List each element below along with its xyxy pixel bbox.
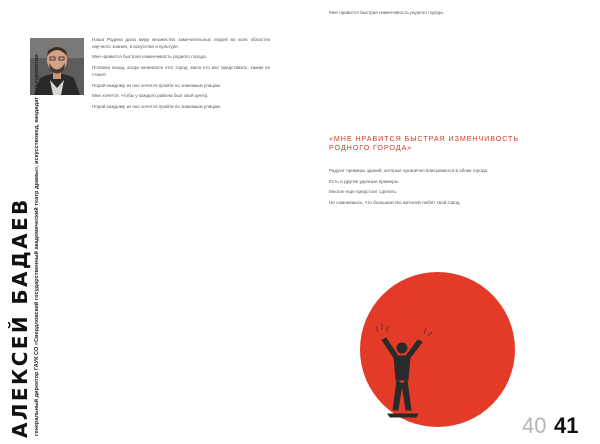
paragraph: Мне нравится быстрая изменчивость родного города. xyxy=(329,10,444,15)
paragraph: Радуют примеры зданий, которые органично вписываются в облик города. xyxy=(329,168,489,173)
author-name: АЛЕКСЕЙ БАДАЕВ xyxy=(8,197,32,438)
author-title-block xyxy=(6,0,76,438)
paragraph: Мне хочется, чтобы у каждого района был свой центр. xyxy=(92,93,209,99)
text-column-left xyxy=(92,37,270,427)
paragraph: Порой каждому из нас хочется пройти по знакомым улицам. xyxy=(92,82,221,88)
paragraph: Мне нравится быстрая изменчивость родного города. xyxy=(92,54,207,60)
page-number-right: 41 xyxy=(554,413,579,438)
paragraph: Не сомневаюсь, что большинство жителей любят свой город. xyxy=(329,200,461,206)
page-number-left: 40 xyxy=(522,413,547,438)
text-column-right-top xyxy=(329,10,575,120)
paragraph: Наша Родина дала миру множество замечательных людей во всех областях научного знания, в искусстве и культуре. xyxy=(92,37,270,49)
author-role: генеральный директор ГАУК СО «Свердловский государственный академический театр драмы», искусствовед, кандидат культурологии xyxy=(34,54,40,436)
paragraph: Полвека назад, когда начинался этот город, мало кто мог представить, каким он станет. xyxy=(92,65,270,77)
pull-quote: «МНЕ НРАВИТСЯ БЫСТРАЯ ИЗМЕНЧИВОСТЬ РОДНОГО ГОРОДА» xyxy=(329,134,519,152)
paragraph: Порой каждому из нас хочется пройти по знакомым улицам. xyxy=(92,103,221,109)
paragraph: Многое еще предстоит сделать. xyxy=(329,189,398,195)
paragraph: Есть и другие удачные примеры. xyxy=(329,178,400,184)
sketch-figure-illustration xyxy=(368,318,438,418)
